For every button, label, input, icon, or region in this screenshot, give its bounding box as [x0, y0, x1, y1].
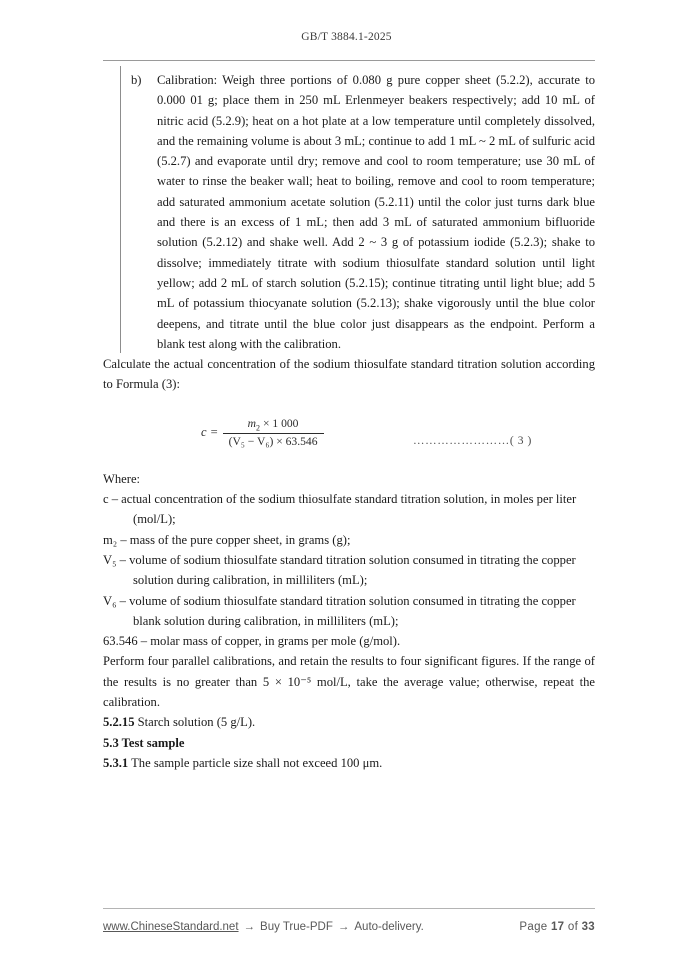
footer-promo-delivery: Auto-delivery. [354, 921, 424, 933]
footer-promo [103, 921, 424, 933]
formula-equals: = [210, 424, 218, 439]
page-label: Page [519, 921, 548, 933]
header-rule [103, 60, 595, 61]
section-5-3-1-number: 5.3.1 [103, 755, 129, 770]
formula-number [413, 435, 532, 447]
formula-numerator-rest: × 1 000 [260, 416, 299, 430]
section-5-3-heading: 5.3 Test sample [103, 735, 185, 750]
section-5-3-1-text: The sample particle size shall not exceed 100 μm. [128, 755, 383, 770]
definition-v6: V₆ – volume of sodium thiosulfate standard titration solution consumed in titrating the copper blank solution during calibration, in milliliters (mL); [103, 593, 576, 628]
of-label: of [567, 921, 579, 933]
page-indicator [519, 921, 595, 933]
running-head: GB/T 3884.1-2025 [301, 31, 392, 43]
calibration-paragraph: Perform four parallel calibrations, and retain the results to four significant figures. If the range of the results is no greater than 5 × 10⁻⁵ mol/L, take the average value; otherwise, repeat the calibration. [103, 654, 595, 710]
formula-numerator-subscript: 2 [256, 423, 261, 433]
section-5-2-15-number: 5.2.15 [103, 715, 135, 730]
formula-fraction [223, 417, 324, 448]
formula-variable: c [201, 424, 207, 439]
formula-leader: …………………… [413, 434, 510, 447]
footer-site-link[interactable]: www.ChineseStandard.net [103, 921, 239, 933]
footer-promo-buy: Buy True-PDF [260, 921, 333, 933]
definition-molar-mass: 63.546 – molar mass of copper, in grams per mole (g/mol). [103, 634, 401, 649]
formula-expression [201, 417, 324, 448]
definition-v5: V₅ – volume of sodium thiosulfate standard titration solution consumed in titrating the copper solution during calibration, in milliliters (mL); [103, 552, 576, 588]
where-label: Where: [103, 471, 141, 486]
section-5-2-15 [103, 712, 595, 732]
section-5-2-15-text: Starch solution (5 g/L). [134, 715, 256, 730]
definition-c: c – actual concentration of the sodium thiosulfate standard titration solution, in moles per liter (mol/L); [103, 492, 577, 527]
definition-m2: m₂ – mass of the pure copper sheet, in grams (g); [103, 532, 351, 547]
page-footer [103, 916, 595, 938]
formula-numerator-var: m [247, 416, 257, 430]
list-item-text: Calibration: Weigh three portions of 0.080 g pure copper sheet (5.2.2), accurate to 0.000 01 g; place them in 250 mL Erlenmeyer beakers respectively; add 10 mL of nitric acid (5.2.9); heat on a hot plate at a low temperature until completely dissolved, and the remaining volume is about 3 mL; continue to add 1 mL ~ 2 mL of sulfuric acid (5.2.7) and evaporate until dry; remove and cool to room temperature; use 30 mL of water to rinse the beaker wall; heat to boiling, remove and cool to room temperature; add saturated ammonium acetate solution (5.2.11) until the color just turns dark blue and there is an excess of 1 mL; then add 3 mL of saturated ammonium bifluoride solution (5.2.12) and shake well. Add 2 ~ 3 g of potassium iodide (5.2.3); shake to dissolve; immediately titrate with sodium thiosulfate standard solution until light yellow; add 2 mL of starch solution (5.2.15); continue titrating until light blue; add 5 mL of potassium thiocyanate solution (5.2.13); shake vigorously until the blue color deepens, and titrate until the blue color just disappears as the endpoint. Perform a blank test along with the calibration. [157, 73, 595, 351]
intro-paragraph: Calculate the actual concentration of the sodium thiosulfate standard titration solution according to Formula (3): [103, 357, 595, 392]
arrow-right-icon-2: → [337, 921, 350, 933]
formula-number-value: ( 3 ) [509, 434, 532, 447]
list-item-marker: b) [131, 73, 142, 87]
formula-block [103, 417, 595, 469]
footer-rule [103, 908, 595, 909]
formula-numerator [223, 417, 324, 433]
list-item [131, 70, 595, 354]
section-5-3-1 [103, 753, 595, 773]
page-content [103, 70, 595, 773]
page-number: 17 [550, 921, 565, 933]
total-pages: 33 [581, 921, 595, 933]
formula-denominator: (V₅ − V₆) × 63.546 [228, 435, 318, 449]
arrow-right-icon: → [243, 921, 256, 933]
